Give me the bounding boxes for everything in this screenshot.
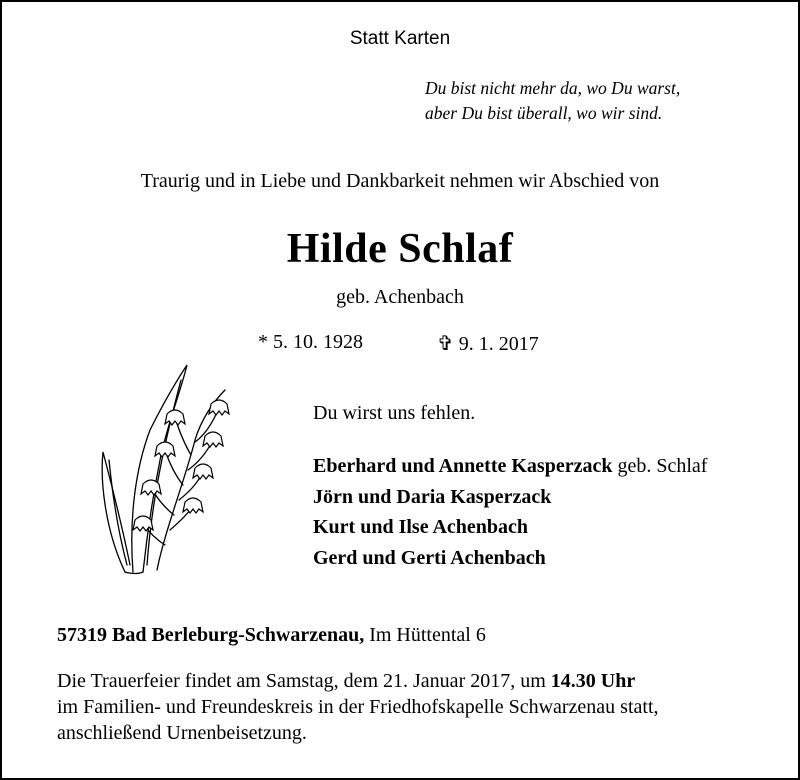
quote-line-1: Du bist nicht mehr da, wo Du warst, (425, 78, 681, 98)
mourner-entry (313, 516, 528, 539)
birth-date: * 5. 10. 1928 (258, 331, 363, 353)
address-street: Im Hüttental 6 (369, 624, 486, 646)
mourner-name: Kurt und Ilse Achenbach (313, 516, 529, 538)
address (57, 624, 486, 647)
funeral-text: Die Trauerfeier findet am Samstag, dem 21. Januar 2017, um (57, 670, 546, 692)
mourner-name: Eberhard und Annette Kasperzack (313, 455, 613, 477)
mourner-entry (313, 547, 546, 570)
address-city: 57319 Bad Berleburg-Schwarzenau, (57, 624, 365, 646)
closing-line: Du wirst uns fehlen. (313, 402, 476, 424)
funeral-line-1 (57, 670, 635, 693)
maiden-name: geb. Achenbach (336, 286, 464, 308)
mourner-suffix: geb. Schlaf (617, 455, 708, 477)
mourner-name: Gerd und Gerti Achenbach (313, 547, 546, 569)
funeral-line-3: anschließend Urnenbeisetzung. (57, 722, 307, 744)
header-label: Statt Karten (349, 28, 451, 49)
lily-of-the-valley-icon (95, 360, 245, 585)
death-date: ✞ 9. 1. 2017 (437, 333, 539, 355)
intro-text: Traurig und in Liebe und Dankbarkeit nehmen wir Abschied von (140, 170, 660, 192)
mourner-entry (313, 455, 707, 478)
mourner-name: Jörn und Daria Kasperzack (313, 486, 552, 508)
funeral-time: 14.30 Uhr (550, 670, 636, 692)
quote-line-2: aber Du bist überall, wo wir sind. (425, 103, 663, 123)
mourner-entry (313, 486, 551, 509)
funeral-line-2: im Familien- und Freundeskreis in der Friedhofskapelle Schwarzenau statt, (57, 696, 659, 718)
deceased-name: Hilde Schlaf (286, 226, 514, 272)
